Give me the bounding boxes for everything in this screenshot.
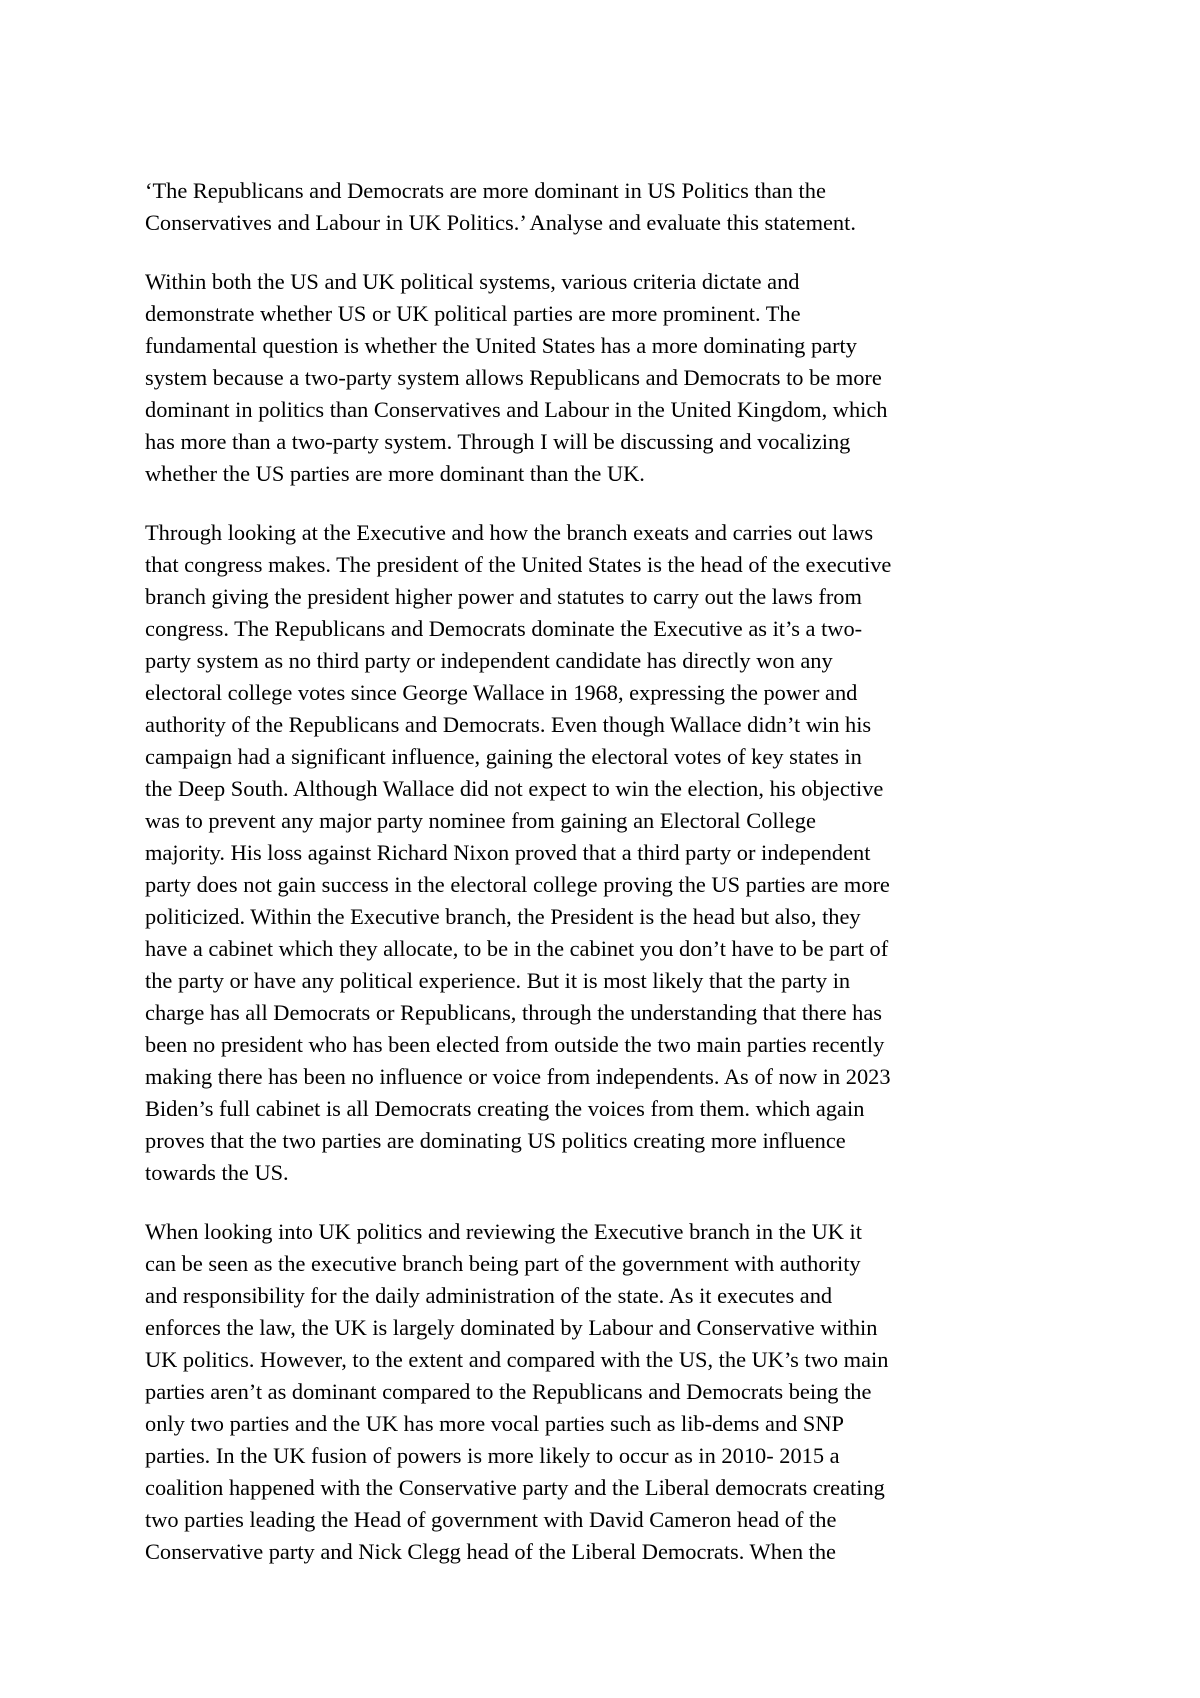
text-line: was to prevent any major party nominee from gaining an Electoral College: [145, 808, 816, 833]
text-line: has more than a two-party system. Through I will be discussing and vocalizing: [145, 429, 851, 454]
text-line: charge has all Democrats or Republicans, through the understanding that there has: [145, 1000, 883, 1025]
text-line: party does not gain success in the electoral college proving the US parties are more: [145, 872, 890, 897]
text-line: When looking into UK politics and reviewing the Executive branch in the UK it: [145, 1219, 862, 1244]
text-line: parties aren’t as dominant compared to the Republicans and Democrats being the: [145, 1379, 872, 1404]
text-line: Through looking at the Executive and how the branch exeats and carries out laws: [145, 520, 874, 545]
document-body: [145, 175, 1065, 1595]
text-line: have a cabinet which they allocate, to be in the cabinet you don’t have to be part of: [145, 936, 889, 961]
paragraph-us-executive: [145, 517, 1065, 1189]
text-line: branch giving the president higher power and statutes to carry out the laws from: [145, 584, 862, 609]
text-line: the Deep South. Although Wallace did not expect to win the election, his objective: [145, 776, 884, 801]
text-line: proves that the two parties are dominating US politics creating more influence: [145, 1128, 846, 1153]
text-line: and responsibility for the daily administration of the state. As it executes and: [145, 1283, 833, 1308]
text-line: two parties leading the Head of government with David Cameron head of the: [145, 1507, 837, 1532]
text-line: Within both the US and UK political systems, various criteria dictate and: [145, 269, 800, 294]
text-line: system because a two-party system allows Republicans and Democrats to be more: [145, 365, 882, 390]
text-line: Conservative party and Nick Clegg head of the Liberal Democrats. When the: [145, 1539, 836, 1564]
text-line: campaign had a significant influence, gaining the electoral votes of key states in: [145, 744, 862, 769]
text-line: parties. In the UK fusion of powers is more likely to occur as in 2010- 2015 a: [145, 1443, 840, 1468]
paragraph-uk-executive: [145, 1216, 1065, 1568]
text-line: Biden’s full cabinet is all Democrats creating the voices from them. which again: [145, 1096, 865, 1121]
text-line: coalition happened with the Conservative party and the Liberal democrats creating: [145, 1475, 885, 1500]
text-line: that congress makes. The president of the United States is the head of the executive: [145, 552, 892, 577]
text-line: making there has been no influence or voice from independents. As of now in 2023: [145, 1064, 891, 1089]
text-line: electoral college votes since George Wallace in 1968, expressing the power and: [145, 680, 858, 705]
text-line: enforces the law, the UK is largely dominated by Labour and Conservative within: [145, 1315, 878, 1340]
text-line: towards the US.: [145, 1160, 289, 1185]
text-line: demonstrate whether US or UK political parties are more prominent. The: [145, 301, 801, 326]
paragraph-introduction: [145, 266, 1065, 490]
text-line: party system as no third party or independent candidate has directly won any: [145, 648, 833, 673]
essay-title: [145, 175, 1065, 239]
text-line: only two parties and the UK has more vocal parties such as lib-dems and SNP: [145, 1411, 844, 1436]
text-line: congress. The Republicans and Democrats dominate the Executive as it’s a two-: [145, 616, 863, 641]
text-line: ‘The Republicans and Democrats are more dominant in US Politics than the: [145, 178, 826, 203]
text-line: dominant in politics than Conservatives and Labour in the United Kingdom, which: [145, 397, 888, 422]
text-line: the party or have any political experience. But it is most likely that the party in: [145, 968, 851, 993]
text-line: Conservatives and Labour in UK Politics.’ Analyse and evaluate this statement.: [145, 210, 856, 235]
text-line: can be seen as the executive branch being part of the government with authority: [145, 1251, 861, 1276]
text-line: fundamental question is whether the United States has a more dominating party: [145, 333, 857, 358]
text-line: whether the US parties are more dominant than the UK.: [145, 461, 645, 486]
text-line: been no president who has been elected from outside the two main parties recently: [145, 1032, 885, 1057]
text-line: UK politics. However, to the extent and compared with the US, the UK’s two main: [145, 1347, 889, 1372]
text-line: politicized. Within the Executive branch, the President is the head but also, they: [145, 904, 861, 929]
text-line: authority of the Republicans and Democrats. Even though Wallace didn’t win his: [145, 712, 872, 737]
text-line: majority. His loss against Richard Nixon proved that a third party or independent: [145, 840, 871, 865]
